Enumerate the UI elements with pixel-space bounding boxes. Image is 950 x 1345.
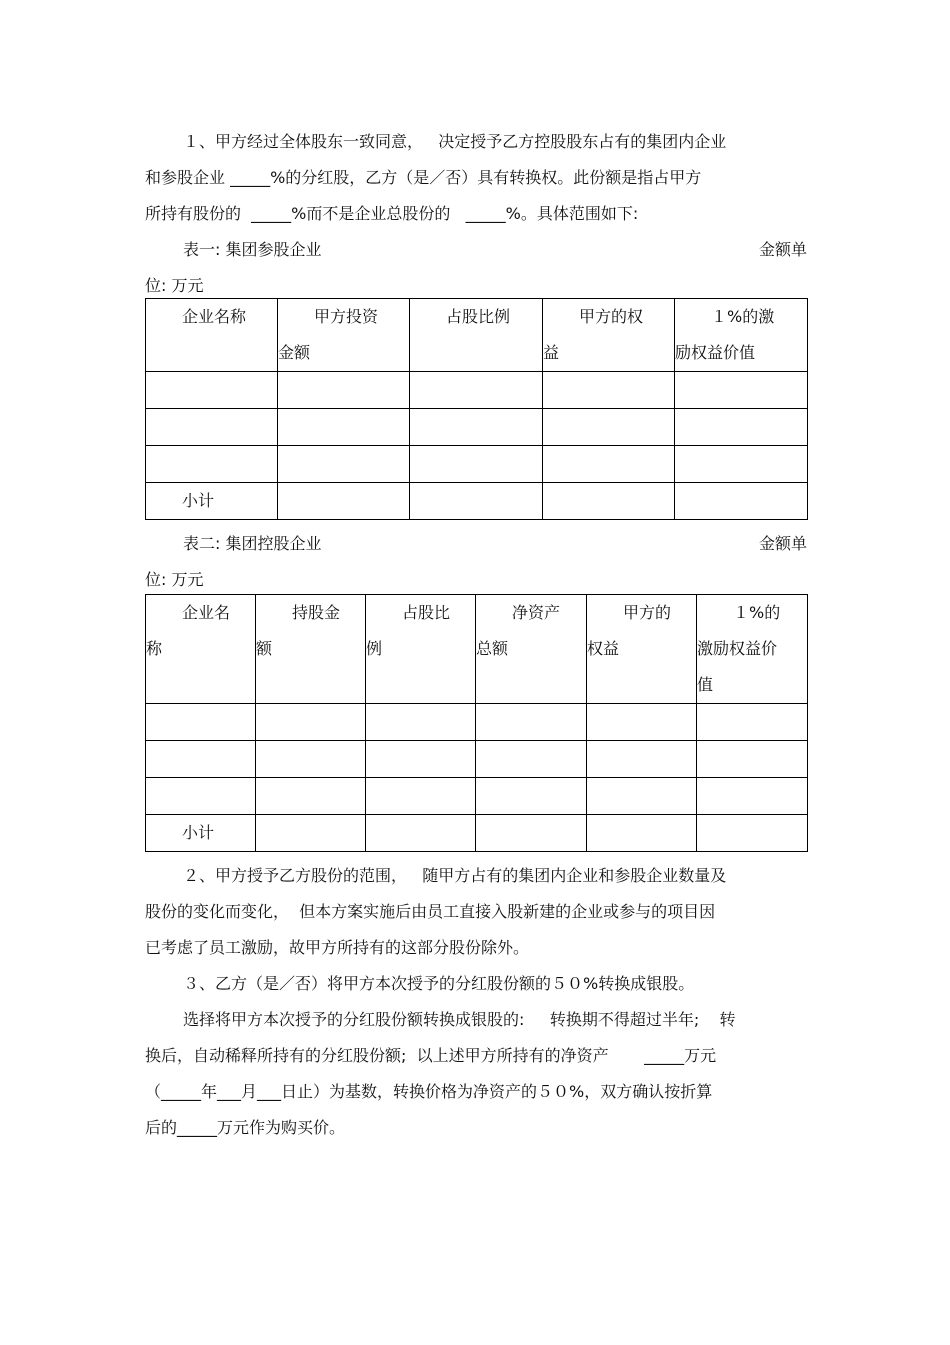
table-cell[interactable] [366, 778, 476, 815]
table-2-header-cell: 甲方的 权益 [587, 595, 697, 704]
table-cell[interactable] [146, 741, 256, 778]
table-cell[interactable] [543, 409, 675, 446]
section-3-line: 选择将甲方本次授予的分红股份额转换成银股的: 转换期不得超过半年; 转 [183, 1010, 736, 1029]
table-1-caption-title: 表一: 集团参股企业 [183, 240, 322, 259]
table-cell[interactable] [476, 704, 587, 741]
table-2-caption-title: 表二: 集团控股企业 [183, 534, 322, 553]
table-cell[interactable] [675, 409, 808, 446]
table-cell[interactable] [146, 704, 256, 741]
table-row [146, 372, 808, 409]
section-1-line: 所持有股份的 _____%而不是企业总股份的 _____%。具体范围如下: [145, 204, 639, 223]
table-1-caption-unit-cont: 位: 万元 [145, 276, 204, 295]
table-cell[interactable] [278, 409, 410, 446]
section-3-paragraph [145, 966, 810, 1146]
table-cell[interactable] [146, 446, 278, 483]
table-1-caption-unit: 金额单 [758, 240, 807, 259]
table-2-caption-unit-cont: 位: 万元 [145, 570, 204, 589]
table-row [146, 778, 808, 815]
table-cell[interactable] [543, 483, 675, 520]
table-cell[interactable] [410, 446, 543, 483]
table-cell[interactable] [587, 704, 697, 741]
table-1-subtotal-label: 小计 [146, 483, 278, 520]
table-2-subtotal-label: 小计 [146, 815, 256, 852]
table-1-header-cell: 占股比例 [410, 299, 543, 372]
table-row [146, 409, 808, 446]
table-cell[interactable] [697, 704, 808, 741]
table-cell[interactable] [675, 483, 808, 520]
table-cell[interactable] [587, 778, 697, 815]
table-cell[interactable] [256, 741, 366, 778]
table-row [146, 446, 808, 483]
table-1-header-cell: 企业名称 [146, 299, 278, 372]
table-cell[interactable] [697, 778, 808, 815]
section-3-line: ３、乙方（是／否）将甲方本次授予的分红股份额的５０%转换成银股。 [183, 974, 695, 993]
table-2-header-cell: 持股金 额 [256, 595, 366, 704]
table-cell[interactable] [587, 741, 697, 778]
table-1-header-cell: 甲方的权 益 [543, 299, 675, 372]
table-cell[interactable] [278, 372, 410, 409]
table-1-header-cell: １%的激 励权益价值 [675, 299, 808, 372]
table-row [146, 741, 808, 778]
table-2 [145, 594, 808, 852]
table-cell[interactable] [675, 372, 808, 409]
table-1-caption [145, 232, 807, 304]
table-2-caption [145, 526, 807, 598]
table-1 [145, 298, 808, 520]
table-cell[interactable] [146, 372, 278, 409]
table-cell[interactable] [697, 741, 808, 778]
table-cell[interactable] [675, 446, 808, 483]
table-2-header-cell: １%的 激励权益价 值 [697, 595, 808, 704]
section-1-paragraph [145, 124, 810, 232]
section-2-line: 股份的变化而变化， 但本方案实施后由员工直接入股新建的企业或参与的项目因 [145, 902, 716, 921]
section-3-line: 后的_____万元作为购买价。 [145, 1118, 346, 1137]
table-2-header-row [146, 595, 808, 704]
table-cell[interactable] [256, 778, 366, 815]
section-3-line: （_____年___月___日止）为基数，转换价格为净资产的５０%，双方确认按折算 [145, 1082, 713, 1101]
table-cell[interactable] [366, 741, 476, 778]
table-cell[interactable] [366, 815, 476, 852]
table-2-subtotal-row [146, 815, 808, 852]
table-cell[interactable] [366, 704, 476, 741]
table-cell[interactable] [256, 815, 366, 852]
section-2-line: ２、甲方授予乙方股份的范围， 随甲方占有的集团内企业和参股企业数量及 [183, 866, 727, 885]
table-2-header-cell: 占股比 例 [366, 595, 476, 704]
table-cell[interactable] [476, 741, 587, 778]
table-cell[interactable] [697, 815, 808, 852]
section-2-line: 已考虑了员工激励，故甲方所持有的这部分股份除外。 [145, 938, 530, 957]
table-1-subtotal-row [146, 483, 808, 520]
table-2-header-cell: 净资产 总额 [476, 595, 587, 704]
table-1-header-cell: 甲方投资 金额 [278, 299, 410, 372]
section-2-paragraph [145, 858, 810, 966]
table-cell[interactable] [410, 372, 543, 409]
section-3-line: 换后，自动稀释所持有的分红股份额; 以上述甲方所持有的净资产 _____万元 [145, 1046, 717, 1065]
table-cell[interactable] [410, 409, 543, 446]
section-1-line: 和参股企业 _____%的分红股，乙方（是／否）具有转换权。此份额是指占甲方 [145, 168, 702, 187]
table-cell[interactable] [278, 446, 410, 483]
table-cell[interactable] [543, 372, 675, 409]
section-1-line: １、甲方经过全体股东一致同意， 决定授予乙方控股股东占有的集团内企业 [183, 132, 727, 151]
table-cell[interactable] [146, 409, 278, 446]
table-cell[interactable] [476, 778, 587, 815]
table-cell[interactable] [543, 446, 675, 483]
table-2-header-cell: 企业名 称 [146, 595, 256, 704]
table-2-caption-unit: 金额单 [758, 534, 807, 553]
table-cell[interactable] [146, 778, 256, 815]
table-cell[interactable] [278, 483, 410, 520]
table-row [146, 704, 808, 741]
table-cell[interactable] [476, 815, 587, 852]
table-cell[interactable] [256, 704, 366, 741]
table-cell[interactable] [587, 815, 697, 852]
table-1-header-row [146, 299, 808, 372]
table-cell[interactable] [410, 483, 543, 520]
